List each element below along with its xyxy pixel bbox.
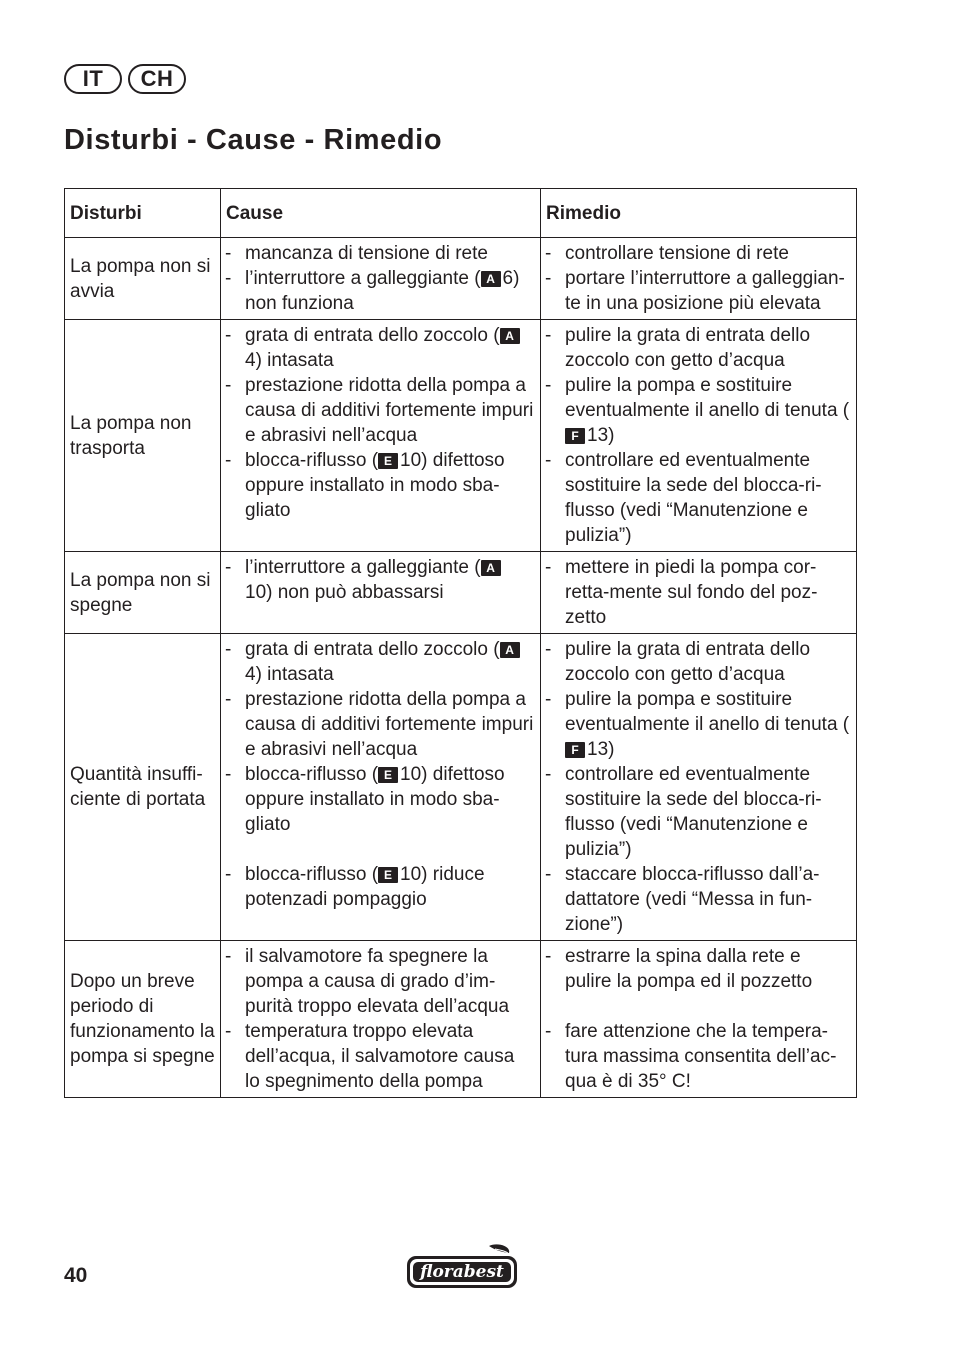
florabest-logo-graphic bbox=[405, 1244, 521, 1292]
text-after-ref: 6) non funziona bbox=[245, 268, 520, 314]
header-disturb: Disturbi bbox=[65, 189, 221, 238]
figure-ref-icon: E bbox=[378, 767, 398, 783]
remedy-item-text bbox=[565, 687, 850, 762]
table-row bbox=[65, 552, 857, 634]
text-before-ref: blocca-riflusso ( bbox=[245, 764, 379, 785]
table-header-row bbox=[65, 189, 857, 238]
cause-item-text: temperatura troppo elevata dell’acqua, il salvamotore causa lo spegnimento della pompa bbox=[245, 1021, 515, 1092]
bullet-dash: - bbox=[225, 689, 232, 710]
cause-item bbox=[225, 687, 534, 762]
remedy-item-text: staccare blocca-riflusso dall’a-dattatore (vedi “Messa in fun-zione”) bbox=[565, 864, 820, 935]
figure-ref-icon: F bbox=[565, 742, 585, 758]
cause-cell bbox=[221, 238, 541, 320]
bullet-dash: - bbox=[545, 325, 552, 346]
figure-ref-icon: F bbox=[565, 428, 585, 444]
bullet-dash: - bbox=[225, 268, 232, 289]
text-after-ref: 4) intasata bbox=[245, 664, 334, 685]
cause-item bbox=[225, 762, 534, 837]
remedy-item bbox=[545, 687, 850, 762]
text-before-ref: blocca-riflusso ( bbox=[245, 864, 379, 885]
cause-item-text: prestazione ridotta della pompa a causa di additivi fortemente impuri e abrasivi nell’acqua bbox=[245, 375, 534, 446]
remedy-item-text: fare attenzione che la tempera-tura massima consentita dell’ac-qua è di 35° C! bbox=[565, 1021, 837, 1092]
bullet-spacer bbox=[545, 994, 850, 1019]
bullet-dash: - bbox=[545, 689, 552, 710]
remedy-item bbox=[545, 241, 850, 266]
bullet-dash: - bbox=[545, 375, 552, 396]
florabest-logo bbox=[405, 1244, 521, 1297]
text-before-ref: l’interruttore a galleggiante ( bbox=[245, 268, 481, 289]
text-after-ref: 10) non può abbassarsi bbox=[245, 582, 444, 603]
remedy-item bbox=[545, 862, 850, 937]
cause-item-text bbox=[245, 323, 534, 373]
bullet-dash: - bbox=[545, 243, 552, 264]
cause-item-text: il salvamotore fa spegnere la pompa a causa di grado d’im-purità troppo elevata dell’acqua bbox=[245, 946, 510, 1017]
remedy-cell bbox=[541, 941, 857, 1098]
text-before-ref: pulire la pompa e sostituire eventualmente il anello di tenuta ( bbox=[565, 689, 850, 735]
remedy-item-text: pulire la grata di entrata dello zoccolo con getto d’acqua bbox=[565, 325, 811, 371]
bullet-dash: - bbox=[225, 1021, 232, 1042]
bullet-dash: - bbox=[225, 450, 232, 471]
bullet-dash: - bbox=[545, 946, 552, 967]
bullet-dash: - bbox=[545, 450, 552, 471]
cause-item bbox=[225, 266, 534, 316]
cause-item bbox=[225, 944, 534, 1019]
bullet-spacer bbox=[225, 837, 534, 862]
remedy-cell bbox=[541, 238, 857, 320]
page-number: 40 bbox=[64, 1264, 88, 1287]
bullet-dash: - bbox=[225, 764, 232, 785]
remedy-item-text: estrarre la spina dalla rete e pulire la pompa ed il pozzetto bbox=[565, 946, 813, 992]
bullet-dash: - bbox=[545, 1021, 552, 1042]
disturb-cell: Quantità insuffi-ciente di portata bbox=[65, 634, 221, 941]
bullet-dash: - bbox=[225, 946, 232, 967]
troubleshooting-table bbox=[64, 188, 857, 1098]
bullet-dash: - bbox=[225, 243, 232, 264]
remedy-item bbox=[545, 1019, 850, 1094]
text-before-ref: grata di entrata dello zoccolo ( bbox=[245, 325, 500, 346]
remedy-item-text: mettere in piedi la pompa cor-retta-mente sul fondo del poz-zetto bbox=[565, 557, 818, 628]
remedy-item bbox=[545, 555, 850, 630]
table-row bbox=[65, 320, 857, 552]
remedy-item bbox=[545, 373, 850, 448]
cause-item-text: prestazione ridotta della pompa a causa di additivi fortemente impuri e abrasivi nell’acqua bbox=[245, 689, 534, 760]
remedy-item-text: controllare ed eventualmente sostituire la sede del blocca-ri-flusso (vedi “Manutenzione e pulizia”) bbox=[565, 764, 822, 860]
cause-cell bbox=[221, 941, 541, 1098]
cause-item bbox=[225, 448, 534, 523]
cause-cell bbox=[221, 634, 541, 941]
cause-item-text bbox=[245, 762, 534, 837]
cause-item-text: mancanza di tensione di rete bbox=[245, 243, 488, 264]
cause-item-text bbox=[245, 637, 534, 687]
bullet-dash: - bbox=[545, 764, 552, 785]
cause-item-text bbox=[245, 862, 534, 912]
text-before-ref: blocca-riflusso ( bbox=[245, 450, 379, 471]
remedy-item-text: portare l’interruttore a galleggian-te in una posizione più elevata bbox=[565, 268, 845, 314]
bullet-dash: - bbox=[225, 557, 232, 578]
remedy-item bbox=[545, 266, 850, 316]
text-before-ref: l’interruttore a galleggiante ( bbox=[245, 557, 481, 578]
cause-item bbox=[225, 1019, 534, 1094]
bullet-dash: - bbox=[545, 268, 552, 289]
table-row bbox=[65, 634, 857, 941]
remedy-item-text: pulire la grata di entrata dello zoccolo con getto d’acqua bbox=[565, 639, 811, 685]
remedy-cell bbox=[541, 634, 857, 941]
cause-item bbox=[225, 323, 534, 373]
remedy-item-text bbox=[565, 373, 850, 448]
disturb-cell: La pompa non si avvia bbox=[65, 238, 221, 320]
figure-ref-icon: E bbox=[378, 867, 398, 883]
table-row bbox=[65, 941, 857, 1098]
table-row bbox=[65, 238, 857, 320]
cause-item bbox=[225, 555, 534, 605]
remedy-item bbox=[545, 637, 850, 687]
header-remedy: Rimedio bbox=[541, 189, 857, 238]
text-before-ref: grata di entrata dello zoccolo ( bbox=[245, 639, 500, 660]
header-cause: Cause bbox=[221, 189, 541, 238]
remedy-cell bbox=[541, 552, 857, 634]
text-before-ref: pulire la pompa e sostituire eventualmente il anello di tenuta ( bbox=[565, 375, 850, 421]
cause-item-text bbox=[245, 555, 534, 605]
cause-item-text bbox=[245, 266, 534, 316]
bullet-dash: - bbox=[225, 325, 232, 346]
disturb-cell: La pompa non si spegne bbox=[65, 552, 221, 634]
language-badges bbox=[64, 64, 186, 94]
cause-item bbox=[225, 637, 534, 687]
text-after-ref: 13) bbox=[587, 739, 615, 760]
remedy-item bbox=[545, 323, 850, 373]
bullet-dash: - bbox=[545, 864, 552, 885]
bullet-dash: - bbox=[545, 639, 552, 660]
lang-badge-it: IT bbox=[64, 64, 122, 94]
table-body bbox=[65, 238, 857, 1098]
disturb-cell: La pompa non trasporta bbox=[65, 320, 221, 552]
text-after-ref: 10) riduce potenzadi pompaggio bbox=[245, 864, 485, 910]
disturb-cell: Dopo un breve periodo di funzionamento la pompa si spegne bbox=[65, 941, 221, 1098]
cause-cell bbox=[221, 320, 541, 552]
logo-text: florabest bbox=[420, 1262, 504, 1282]
bullet-dash: - bbox=[225, 864, 232, 885]
bullet-dash: - bbox=[545, 557, 552, 578]
lang-badge-ch: CH bbox=[128, 64, 186, 94]
figure-ref-icon: A bbox=[500, 328, 520, 344]
bullet-dash: - bbox=[225, 639, 232, 660]
remedy-item-text: controllare tensione di rete bbox=[565, 243, 789, 264]
cause-item bbox=[225, 862, 534, 912]
figure-ref-icon: A bbox=[481, 271, 501, 287]
cause-item bbox=[225, 373, 534, 448]
cause-cell bbox=[221, 552, 541, 634]
text-after-ref: 10) difettoso oppure installato in modo sba-gliato bbox=[245, 450, 505, 521]
text-after-ref: 4) intasata bbox=[245, 350, 334, 371]
remedy-cell bbox=[541, 320, 857, 552]
page-title: Disturbi - Cause - Rimedio bbox=[64, 124, 443, 156]
figure-ref-icon: A bbox=[500, 642, 520, 658]
bullet-dash: - bbox=[225, 375, 232, 396]
remedy-item bbox=[545, 944, 850, 994]
remedy-item bbox=[545, 448, 850, 548]
text-after-ref: 13) bbox=[587, 425, 615, 446]
remedy-item-text: controllare ed eventualmente sostituire la sede del blocca-ri-flusso (vedi “Manutenzione e pulizia”) bbox=[565, 450, 822, 546]
text-after-ref: 10) difettoso oppure installato in modo sba-gliato bbox=[245, 764, 505, 835]
cause-item bbox=[225, 241, 534, 266]
figure-ref-icon: A bbox=[481, 560, 501, 576]
remedy-item bbox=[545, 762, 850, 862]
cause-item-text bbox=[245, 448, 534, 523]
figure-ref-icon: E bbox=[378, 453, 398, 469]
